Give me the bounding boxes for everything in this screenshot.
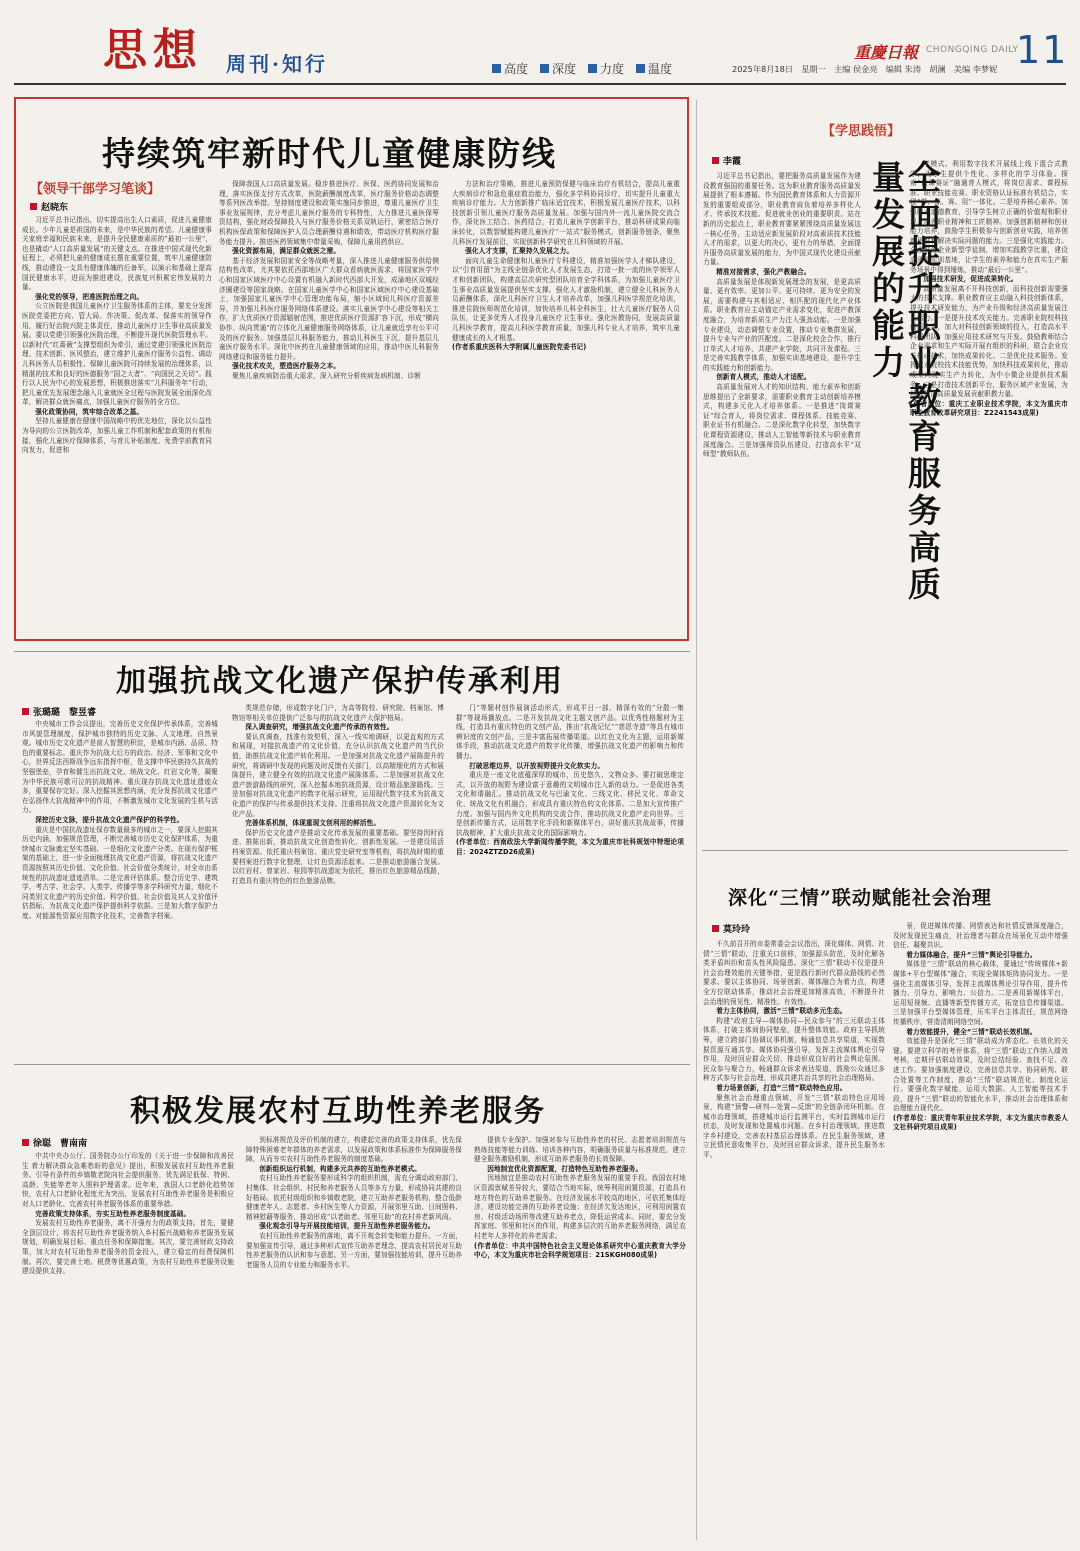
article-2-column <box>703 172 861 844</box>
paragraph: 高质量发展离不开科技创新，而科技创新需要强大的技术支撑。职业教育应主动融入科技创新体系，提升技术研发能力，为产业升级和经济高质量发展注入活力。一是提升技术攻关能力。完善职业院校科技创新体系，加大对科技创新领域的投入，打造高水平科研团队，加强应用技术研究与开发。鼓励教师结合企业需求和生产实际开展有组织的科研，联合企业攻关核心技术，加快成果转化。二是优化技术服务。发挥职业院校技术技能优势，加快科技成果转化，推动成果向现实生产力转化，为中小微企业提供技术服务。三是打造技术创新平台，服务区域产业发展，为地方经济高质量发展贡献职教力量。 <box>910 284 1068 399</box>
paragraph: 门“等题材创作展演活动形式，形成平日一部、精深有效的“分散一集群”等现场播放点。二是开发抗战文化主题文创产品。以优秀性格题材为主线，打造具有重庆特色的文创产品，推出“抗战记忆”“慈恩寺遗”等具有城市辨识度的文创产品，三是丰富拓展传播渠道。以红色文化为主题，运用新媒体手段，推动抗战文化遗产的数字化传播，增强抗战文化遗产的影响力和传播力。 <box>456 704 684 760</box>
divider <box>702 850 1068 851</box>
paragraph: 聚焦社会治理重点领域，开发“三情”联动特色应用场景，构建“预警—研判—处置—反馈”的全链条闭环机制。在城市治理领域，搭建城市运行监测平台，实时监测城市运行状态，及时发现和处置城市问题。在乡村治理领域，推进数字乡村建设，完善农村基层治理体系。在民生服务领域，建立民情民意收集平台，及时回应群众诉求，提升民生服务水平。 <box>703 1093 885 1160</box>
article-4-column <box>703 940 885 1540</box>
article-2-column <box>910 160 1068 840</box>
article-1-column <box>22 216 212 636</box>
paragraph: 公立医院是我国儿童医疗卫生服务体系的主体，要充分发挥医院党委把方向、管大局、作决策、促改革、保落实的领导作用，履行好治院兴院主体责任，推动儿童医疗卫生事业高质量发展。要以党建引领强化医院治理，不断提升现代医院管理水平。以新时代“红蔷薇”支撑型组织为牵引，通过党建引领强化医院治理、技术创新、医风整治，建立维护儿童医疗服务公益性、调动儿科医务人员积极性、保障儿童医院可持续发展的治理体系，以精湛的技术和良好的医德服务“国之大者”、“向国民之关切”。践行以人民为中心的发展思想，积极推进落实“儿科服务年”行动，把儿童优先发展理念融入儿童就医全过程与医院发展全面深化改革，解决群众就医痛点，加强儿童医疗服务的全方位。 <box>22 302 212 407</box>
paragraph: 重庆是中国抗战遗址保存数量最多的城市之一，要深入挖掘其历史内涵，加强规范管理，不断完善城市历史文化保护体系，为重续城市文脉奠定坚实基础。一是细化文化遗产分类。在现有保护框架的基础上，进一步全面梳理抗战文化遗产资源，将抗战文化遗产资源按照其历史价值、文化价值、社会价值分类统计，对全市由系统性的抗战遗址遗迹清单。二是完善评估体系。整合历史学、建筑学、考古学、社会学、人类学、传播学等多学科研究力量，细化不同类别文化遗产的历史价值、科学价值、社会价值及其人文价值评估指标，为抗战文化遗产保护提供科学依据。三是加大数字保护力度。对能源性资源应用数字化技术，完善数字档案。 <box>22 825 218 920</box>
paragraph: 高质量发展对人才的知识结构、能力素养和创新思维提出了全新要求，需要职业教育主动创新培养模式，构建多元化人才培养体系。一是推进“岗课赛证”综合育人，将岗位需求、课程体系、技能竞赛、职业证书有机融合。二是深化数字化转型，加快数字化课程资源建设，推动人工智能等新技术与职业教育深度融合。三是加强师资队伍建设，打造高水平“双师型”教师队伍。 <box>703 383 861 459</box>
subheading: 强化党的领导，把准医院治理之向。 <box>35 292 144 301</box>
divider <box>14 1064 690 1065</box>
divider <box>696 100 697 1540</box>
subheading: 完善政策支持体系，夯实互助性养老服务制度基础。 <box>35 1209 191 1218</box>
paragraph: 坚持儿童健康在健康中国战略中的优先地位，深化以公益性为导向的公立医院改革，加强儿童工作机制和配套政策的有机衔接，强化儿童医疗保障体系，与育儿补贴制度、免费学前教育同向发力，促进和 <box>22 417 212 455</box>
divider <box>14 651 690 652</box>
paragraph: 中共中央办公厅、国务院办公厅印发的《关于进一步保障和改善民生 着力解决群众急难愁盼的意见》提出，积极发展农村互助性养老服务。引导有条件的乡镇敬老院向社会提供服务，优先满足低保、特困、高龄、失能等老年人照料护理需求。近年来，我国人口老龄化趋势加快，农村人口老龄化程度尤为突出，发展农村互助性养老服务是积极应对人口老龄化、完善农村养老服务体系的重要举措。 <box>22 1152 234 1208</box>
tag-item: 力度 <box>588 60 624 77</box>
subheading: 加强技术研发，促进成果转化。 <box>923 275 1018 284</box>
article-5-author: 徐聪 曹南南 <box>33 1139 88 1149</box>
paragraph: 聚焦儿童疾病防治重大需求，深入研究分析疾病发病机制、诊断 <box>232 371 422 380</box>
article-2-section-tag: 【学思践悟】 <box>822 124 901 139</box>
page-number: 11 <box>1016 28 1069 72</box>
paragraph: 习近平总书记指出，切实提高出生人口素质，促进儿童健康成长。少年儿童是祖国的未来，是中华民族的希望。儿童健康事关家庭幸福和民族未来，是提升全民健康素质的“最初一公里”，也是撬动“人口高质量发展”的关键支点。在推进中国式现代化新征程上，必须把儿童的健康成长摆在重要位置，筑牢儿童健康防线，推动建设一支具有健康体魄的后备军，以演示和基础上提高国民健康水平，进而为推进建设，民族复兴积累宏伟发展的力量。 <box>22 216 212 292</box>
subheading: 创新组织运行机制，构建多元共养的互助性养老模式。 <box>259 1164 422 1173</box>
author-note: (作者单位：中共中国特色社会主义理论体系研究中心重庆教育大学分中心，本文为重庆市社会科学规划项目：21SKGH080成果) <box>474 1241 686 1260</box>
subheading: 打破思维边界，以开放视野提升文化软实力。 <box>469 761 605 770</box>
byline-marker <box>712 925 719 932</box>
tag-item: 深度 <box>540 60 576 77</box>
subheading: 强化资源布局，满足群众就医之需。 <box>232 247 341 256</box>
subheading: 强化技术攻关，塑造医疗服务之本。 <box>232 362 341 371</box>
paper-logo: 重慶日報 <box>854 43 919 62</box>
paragraph: 效能提升是深化“三情”联动成为常态化、长效化的关键。要建立科学的考评体系，将“三情”联动工作纳入绩效考核，定期评估联动效果，及时总结经验、查找不足、改进工作。要加强制度建设，完善信息共享、协同研判、联合处置等工作制度，推动“三情”联动规范化、制度化运行。要强化数字赋能，运用大数据、人工智能等技术手段，提升“三情”联动的智能化水平，推动社会治理体系和治理能力现代化。 <box>893 1037 1068 1113</box>
paragraph: 农村互助性养老服务要形成科学的组织机制，需充分调动政府部门、村集体、社会组织、村民和养老服务人员等多方力量，形成协同共建的良好格局。依托村级组织和乡镇敬老院，建立互助养老服务机构，整合低龄健康老年人、志愿者、乡村医生等人力资源，开展邻里互助、日间照料、精神慰藉等服务，推动形成“以老助老、邻里互助”的农村养老新风尚。 <box>246 1174 462 1221</box>
paragraph: 学模式。利用数字技术开展线上线下混合式教学，为学生提供个性化、多样化的学习体验。探索“岗课赛证”融通育人模式，将岗位需求、课程标准、职业技能竞赛、职业资格认证标准有机结合，实现“学、练、赛、用”一体化。二是培养核心素养。加强职业道德教育，引导学生树立正确的价值观和职业观，培养职业精神和工匠精神。加强创新精神和创业能力培养，鼓励学生积极参与创新创业实践，培养创新思维和解决实际问题的能力。三是强化实践能力。全面推进企业新型学徒制，增加实践教学比重，建设高质量实训基地，让学生的素养和能力在真实生产服务场景中得到锤炼，推动“最后一公里”。 <box>910 160 1068 274</box>
paragraph: 类规范存储，形成数字化门户，为高等院校、研究院、档案馆、博物馆等相关单位提供广泛参与的抗战文化遗产大保护格局。 <box>232 704 444 722</box>
paragraph: 媒体是“三情”联动的核心载体，要通过“传统媒体+新媒体+平台型媒体”融合，实现全媒体矩阵协同发力。一是强化主流媒体引导，发挥主流媒体舆论引导作用，提升传播力、引导力、影响力、公信力。二是善用新媒体平台，运用短视频、直播等新型传播方式，拓宽信息传播渠道。三是加强平台型媒体管理，压实平台主体责任，规范网络传播秩序，营造清朗网络空间。 <box>893 960 1068 1026</box>
article-5-column <box>22 1152 234 1542</box>
article-1-column <box>219 180 439 636</box>
paragraph: 保障我国人口高质量发展。稳步推进医疗、医保、医药协同发展和治理，落实医保支付方式改革，医院薪酬制度改革，医疗服务价格动态调整等系列医改举措。坚持制度建设和政策实施同步推进，尊重儿童医疗卫生事业发展规律，充分考虑儿童医疗服务的专科特性，大力推进儿童医保筹资结构，强化财政保障投入与医疗服务价格关系双轨运行，紧密结合医疗机构医保政策和保障医护人员合理薪酬待遇和绩效，带动医疗机构医疗服务能力提升。推进医药领域集中带量采购，保障儿童用药供应。 <box>219 180 439 246</box>
article-2-byline <box>712 154 741 167</box>
subheading: 深入调查研究，增强抗战文化遗产传承的有效性。 <box>245 723 394 732</box>
author-note: (作者单位：重庆青年职业技术学院，本文为重庆市教委人文社科研究项目成果) <box>893 1113 1068 1132</box>
byline-marker <box>22 708 29 715</box>
author-note: (作者单位：西南政法大学新闻传播学院，本文为重庆市社科规划中特理论项目：2024ZTZD26成果) <box>456 838 684 856</box>
paragraph: 方法和治疗策略，推进儿童预防保健与临床治疗有机结合，提高儿童重大疾病诊疗和急危重症救治能力，强化多学科协同诊疗，切实提升儿童重大疾病诊疗能力。大力创新推广临床适宜技术，积极发展儿童医疗技术，以科技创新引领儿童医疗服务高质量发展。加强与国内外一流儿童医院交流合作，深化医工结合、医药结合，打造儿童医学创新平台，推动科研成果向临床转化，以数智赋能构建儿童医疗“一站式”服务模式，创新服务链条，聚焦儿科医疗发展前沿，实现创新科学研究在儿科领域的开展。 <box>452 180 680 246</box>
subheading: 深挖历史文脉，提升抗战文化遗产保护的科学性。 <box>35 815 184 824</box>
article-4-byline <box>712 922 750 935</box>
byline-marker <box>22 1139 29 1146</box>
byline-marker <box>30 203 37 210</box>
author-note: (作者单位：重庆工业职业技术学院，本文为重庆市职业教育改革研究项目：Z2241543成果) <box>910 399 1068 418</box>
paragraph: 中央城市工作会议提出，完善历史文化保护传承体系，完善城市风貌管理制度，保护城市独特的历史文脉、人文地理、自然景观。城市历史文化遗产是前人智慧的积淀，是城市内涵、品质、特色的重要标志。重庆作为抗战大后方的政治、经济、军事和文化中心，世界反法西斯战争远东指挥中枢，是支撑中华民族持久抗战的坚强堡垒，孕育和催生出抗战文化、统战文化、红岩文化等，凝聚为中华民族可歌可泣的抗战精神。重庆现存抗战文化遗址遗迹众多，重要保存完好。深入挖掘其思想内涵，充分发挥抗战文化遗产在弘扬伟大抗战精神中的作用，不断激发城市文化发展的生机与活力。 <box>22 720 218 815</box>
paragraph: 不久前召开的市委常委会会议指出，深化媒体、网情、社情“三情”联动，注重关口前移，加强源头防范，及时化解各类矛盾纠纷和苗头性风险隐患。深化“三情”联动不仅是提升社会治理效能的关键举措，更是践行新时代群众路线的必然要求。要以主体协同、场景创新、媒体融合为着力点，构建全方位联动体系，推动社会治理更加精准高效，不断提升社会治理的预见性、精准性、有效性。 <box>703 940 885 1006</box>
article-2-author: 李霞 <box>723 157 742 167</box>
paragraph: 构建“政府主导—媒体协同—民众参与”的三元联动主体体系，打破主体间协同壁垒，提升整体效能。政府主导抓统筹，建立跨部门协调议事机制，畅通信息共享渠道，实现数据资源互通共享。媒体协同强引导，发挥主流媒体舆论引导作用，及时回应群众关切，推动形成良好的社会舆论氛围。民众参与聚合力，畅通群众诉求表达渠道，鼓励公众通过多种方式参与社会治理，形成共建共治共享的社会治理格局。 <box>703 1016 885 1083</box>
subheading: 着力主体协同，激活“三情”联动多元生态。 <box>716 1007 847 1016</box>
paragraph: 因地制宜是推动农村互助性养老服务发展的重要手段。我国农村地区资源禀赋差异较大，要结合当地实际，统筹利用闲置资源，打造具有地方特色的互助养老服务。在经济发展水平较高的地区，可依托集体经济，建设功能完善的互助养老设施；在经济欠发达地区，可利用闲置农房、村级活动场所等改建互助养老点，降低运营成本。同时，要充分发挥家庭、邻里和社区的作用，构建多层次的互助养老服务网络，满足农村老年人多样化的养老需求。 <box>474 1174 686 1240</box>
article-3-byline <box>22 705 96 718</box>
article-1-column <box>452 180 680 636</box>
article-5-title: 积极发展农村互助性养老服务 <box>130 1094 546 1129</box>
paragraph: 到标准规范及评价机制的建立，构建起完善的政策支持体系，优先保障特殊困难老年群体的养老需求，以发展政策和体系标准作为保障服务保障，从而夯实农村互助性养老服务的制度基础。 <box>246 1136 462 1164</box>
subheading: 因地制宜优化资源配置，打造特色互助性养老服务。 <box>487 1164 643 1173</box>
article-5-byline <box>22 1136 87 1149</box>
subheading: 着力场景创新，打造“三情”联动特色应用。 <box>716 1083 847 1092</box>
subheading: 完善体系机制，体现重现文创利用的鲜活性。 <box>245 819 381 828</box>
paragraph: 高质量发展是体现新发展理念的发展，是更高质量、更有效率、更加公平、更可持续、更为安全的发展，需要构建与其相适应、相匹配的现代化产业体系。职业教育应主动锚定产业需求变化，促进产教深度融合，为培育新质生产力注入强劲动能。一是加强专业建设，动态调整专业设置，推动专业集群发展，提升专业与产业的匹配度。二是深化校企合作，推行订单式人才培养，共建产业学院，共同开发课程。三是完善实践教学体系，加强实训基地建设，提升学生的实践能力和创新能力。 <box>703 277 861 372</box>
paragraph: 要认真调查，找准有效契机，深入一线实地调研，以更直观的方式和展现，对接抗战遗产的文化价值，充分认识抗战文化遗产的当代价值，助推抗战文化遗产转化利用。一是加强对抗战文化遗产展陈提升的研究，将调研中发现的问题及时反馈有关部门，以高精细化的方式和展陈提升，建立健全有效的抗战文化遗产展陈体系。二是加强对抗战文化遗产旅游路线的研究，深入挖掘本地抗战资源，设计精品旅游路线。三是加强对抗战文化遗产的数字化展示研究，运用现代数字技术为抗战文化遗产的保护与传承提供技术支持。注重将抗战文化遗产资源转化为文化产品。 <box>232 732 444 818</box>
paragraph: 习近平总书记指出，要把服务高质量发展作为建设教育强国的重要任务。这为职业教育服务高质量发展提供了根本遵循。作为国民教育体系和人力资源开发的重要组成部分，职业教育肩负着培养多样化人才、传承技术技能、促进就业创业的重要职责。站在新的历史起点上，职业教育要紧紧围绕高质量发展这一核心任务，主动适应新发展阶段对高素质技术技能人才的需求，以更大的决心，更有力的举措，全面提升服务高质量发展的能力，为中国式现代化建设贡献力量。 <box>703 172 861 267</box>
author-note: (作者系重庆医科大学附属儿童医院党委书记) <box>452 343 587 352</box>
article-5-column <box>474 1136 686 1542</box>
paragraph: 面向儿童生命健康和儿童医疗专科建设，精准加强医学人才梯队建设，以“引育用留”为主线全链条优化人才发展生态，打造一批一流的医学领军人才和创新团队，构建高层次研究型团队培育全学科体系，为加强儿童医疗卫生事业高质量发展提供坚实支撑。强化人才激励机制，建立健全儿科医务人员薪酬体系，深化儿科医疗卫生人才培养改革，加强儿科医学规范化培训，推进住院医师规范化培训，加快培养儿科全科医生，壮大儿童医疗服务人员队伍，让更多优秀人才投身儿童医疗卫生事业。强化医教协同，发展高质量儿科医学教育，提高儿科医学教育质量，加强儿科专业人才培养，筑牢儿童健康成长的人才根基。 <box>452 256 680 342</box>
article-4-title: 深化“三情”联动赋能社会治理 <box>728 887 992 909</box>
article-3-column <box>232 704 444 1050</box>
section-title: 思想 <box>103 25 203 76</box>
article-1-byline <box>30 200 68 213</box>
tag-item: 高度 <box>492 60 528 77</box>
subheading: 创新育人模式，推动人才适配。 <box>716 373 811 382</box>
article-4-column <box>893 922 1068 1540</box>
subheading: 精准对接需求，强化产教融合。 <box>716 267 811 276</box>
tag-item: 温度 <box>636 60 672 77</box>
section-subtitle: 周刊·知行 <box>226 52 328 76</box>
paragraph: 重庆是一座文化底蕴深厚的城市，历史悠久、文物众多。要打破思维定式，以开放的视野为建设富于意趣的文明城市注入新的动力。一是促进各类文化和谐融汇。推动抗战文化与巴渝文化、三线文化、移民文化、革命文化、统战文化有机融合，形成具有重庆特色的文化体系。二是加大宣传推广力度。加强与国内外文化机构的交流合作，推动抗战文化遗产走向世界。三是创新传播方式，运用数字化手段和新媒体平台，讲好重庆抗战故事，传播抗战精神，扩大重庆抗战文化的国际影响力。 <box>456 771 684 837</box>
article-1-title: 持续筑牢新时代儿童健康防线 <box>102 134 557 173</box>
paragraph: 农村互助性养老服务的落地，离不开观念转变和能力提升。一方面，要加强宣传引导，通过多种形式宣传互助养老理念，提高农村居民对互助性养老服务的认识和参与意愿。另一方面，要加强技能培训，提升互助养老服务人员的专业能力和服务水平。 <box>246 1231 462 1269</box>
article-5-column <box>246 1136 462 1542</box>
subheading: 强化人才支撑，汇聚持久发展之力。 <box>465 247 574 256</box>
paragraph: 基于经济发展和国家安全等战略考量，深入推进儿童健康服务供给侧结构性改革，尤其要依托西部地区广大群众看病就医需求，将国家医学中心和国家区域医疗中心设置有机融入新时代西部大开发，成渝地区双城经济圈建设等国家战略。在国家儿童医学中心和国家区域医疗中心建设基础上，加强国家儿童医学中心管理功能布局，缩小区域间儿科医疗资源差异，并加强儿科医疗服务网络体系建设。落实儿童医学中心建设等相关工作，扩大优质医疗资源辐射范围，推进优质医疗资源扩容下沉，形成“横向协作、纵向贯通”的立体化儿童健康服务网络体系，让儿童就近享有公平可及的医疗服务。加强基层儿科服务能力，推动儿科医生下沉，提升基层儿童医疗服务水平。深化中医药在儿童健康领域的应用，推动中医儿科服务网络建设和服务能力提升。 <box>219 256 439 361</box>
article-3-author: 张璐璐 黎昱睿 <box>33 708 97 718</box>
subheading: 强化观念引导与开展技能培训，提升互助性养老服务能力。 <box>259 1222 435 1231</box>
masthead-rule <box>14 83 1066 85</box>
paragraph: 景，促进媒体传播、网情表达和社情反馈深度融合，及时发现民生痛点，社治理者与群众在场景化互动中增强信任、凝聚共识。 <box>893 922 1068 950</box>
article-2-title: 全面提升职业教育服务高质量发展的能力 <box>867 160 942 604</box>
article-1-section-tag: 【领导干部学习笔谈】 <box>30 182 161 197</box>
subheading: 着力效能提升，健全“三情”联动长效机制。 <box>906 1027 1037 1036</box>
byline-marker <box>712 157 719 164</box>
article-3-title: 加强抗战文化遗产保护传承利用 <box>116 664 564 699</box>
paragraph: 发展农村互助性养老服务，离不开强有力的政策支持。首先，要健全顶层设计，将农村互助性养老服务纳入乡村振兴战略和养老服务发展规划，明确发展目标、重点任务和保障措施。其次，要完善财政支持政策，加大对农村互助性养老服务的资金投入，建立稳定的经费保障机制。再次，要完善土地、税费等优惠政策，为农村互助性养老服务设施建设提供支持。 <box>22 1219 234 1276</box>
article-3-column <box>22 720 218 1050</box>
tag-list <box>492 60 672 77</box>
paragraph: 提供专业保护。加强对参与互助性养老的村民、志愿者培训规范与熟练技能等能力训练、培训各种内容，明确服务质量与标准规范，建立健全服务激励机制，形成互助养老服务的长效保障。 <box>474 1136 686 1164</box>
date-line: 2025年8月18日 星期一 主编 侯金亮 编辑 朱涛 胡澜 美编 李梦妮 <box>732 64 998 74</box>
masthead <box>0 0 1080 88</box>
article-1-author: 赵晓东 <box>41 203 69 213</box>
paper-english-name: CHONGQING DAILY <box>926 45 1019 55</box>
paragraph: 保护历史文化遗产是推动文化传承发展的重要基础。要坚持因时而进、推陈出新，推动抗战文化创造性转化、创新性发展。一是建设用活档案资源。依托重庆档案馆、重庆党史研究室等机构，将抗战时期的重要档案进行数字化整理，让红色资源活起来。二是推动旅游融合发展。以红岩村、曾家岩、桂园等抗战遗址为依托，推出红色旅游精品线路，打造具有重庆特色的红色旅游品牌。 <box>232 828 444 885</box>
article-4-author: 莫玲玲 <box>723 925 751 935</box>
subheading: 着力媒体融合，提升“三情”舆论引导能力。 <box>906 950 1037 959</box>
article-3-column <box>456 704 684 1050</box>
subheading: 强化政策协同，筑牢综合改革之基。 <box>35 407 144 416</box>
